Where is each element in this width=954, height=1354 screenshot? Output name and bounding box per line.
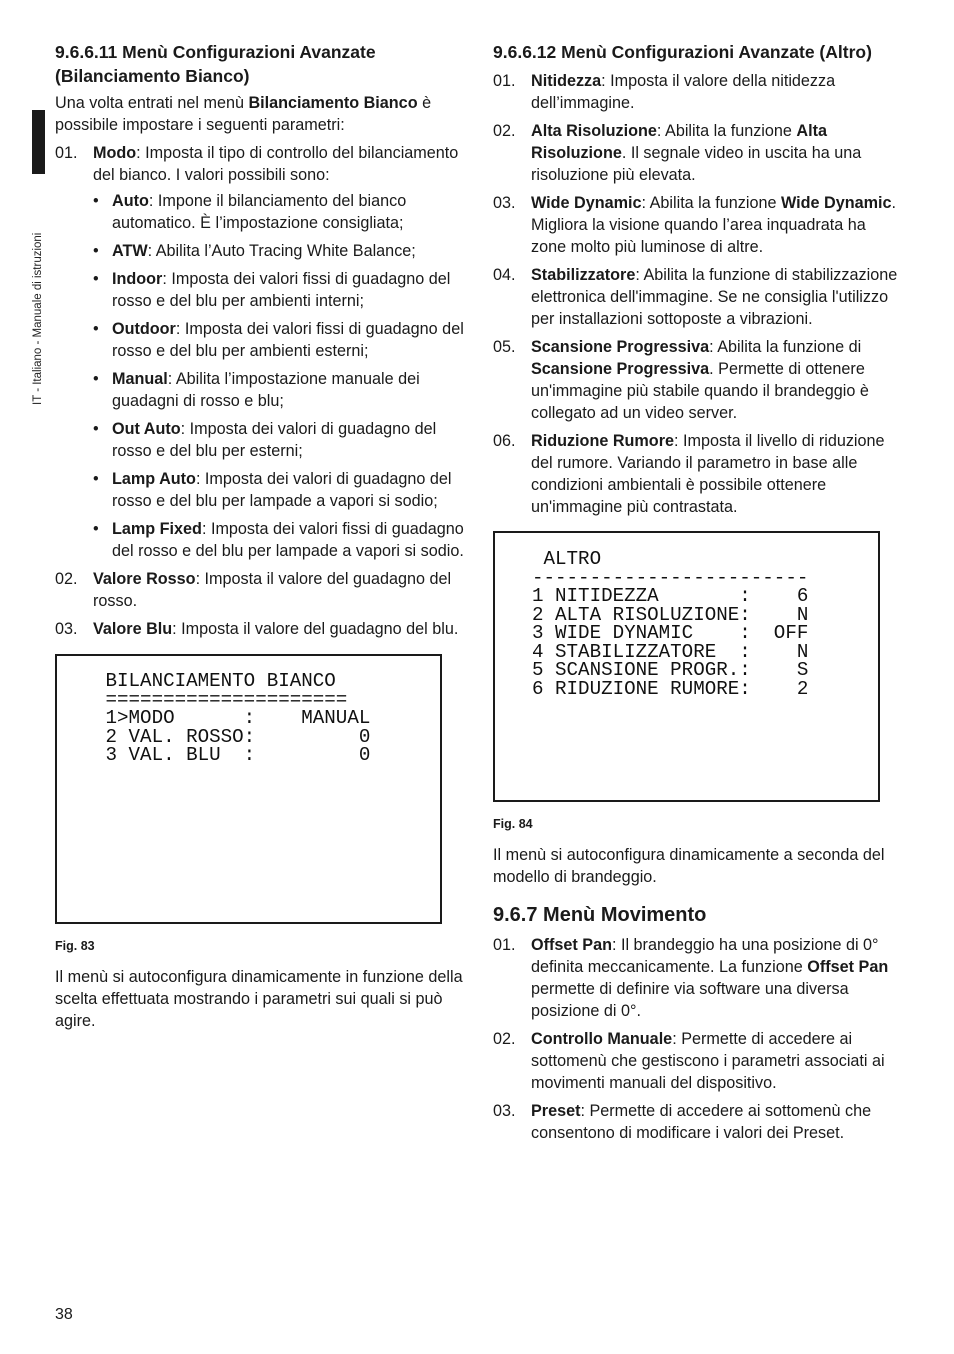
bullet-icon: • — [93, 192, 99, 210]
item-description: : Permette di accedere ai sottomenù che consentono di modificare i valori dei Preset. — [531, 1102, 872, 1142]
list-item — [493, 70, 903, 114]
bullet-term: Indoor — [112, 270, 163, 288]
osd-screen-altro — [493, 531, 880, 802]
section-heading-bilanciamento: 9.6.6.11 Menù Configurazioni Avanzate (Bilanciamento Bianco) — [55, 42, 376, 86]
left-column — [55, 40, 465, 1032]
item-description: : Abilita la funzione di stabilizzazione elettronica dell'immagine. Se ne consiglia l'utilizzo per installazioni sottoposte a vibrazioni. — [531, 266, 898, 328]
section-heading-altro: 9.6.6.12 Menù Configurazioni Avanzate (Altro) — [493, 42, 872, 62]
side-tab-label: IT - Italiano - Manuale di istruzioni — [32, 232, 44, 405]
list-item-valore-rosso — [55, 568, 465, 612]
bullet-term: Out Auto — [112, 420, 181, 438]
intro-paragraph — [55, 92, 465, 136]
item-description: : Imposta il valore del guadagno del blu. — [172, 620, 459, 638]
bullet-icon: • — [93, 242, 99, 260]
movimento-items-list — [493, 934, 903, 1144]
bullet-text: : Imposta dei valori fissi di guadagno del rosso e del blu per lampade a vapori si sodio. — [112, 520, 464, 560]
bullet-item — [93, 240, 465, 262]
item-number: 06. — [493, 432, 516, 450]
list-item — [493, 336, 903, 424]
item-description: : Imposta il livello di riduzione del rumore. Variando il parametro in base alle condizioni ambientali è possibile ottenere un'immagine più contrastata. — [531, 432, 885, 516]
item-description: . Migliora la visione quando l’area inquadrata ha zone molto più luminose di altre. — [531, 194, 896, 256]
bullet-term: Auto — [112, 192, 149, 210]
bullet-icon: • — [93, 320, 99, 338]
item-description: permette di definire via software una diversa posizione di 0°. — [531, 980, 849, 1020]
item-number: 04. — [493, 266, 516, 284]
bullet-term: Lamp Fixed — [112, 520, 202, 538]
bullet-text: : Abilita l’Auto Tracing White Balance; — [147, 242, 416, 260]
list-item-modo — [55, 142, 465, 562]
bullet-text: : Imposta dei valori fissi di guadagno del rosso e del blu per ambienti esterni; — [112, 320, 464, 360]
list-item — [493, 120, 903, 186]
list-item — [493, 1100, 903, 1144]
item-term: Stabilizzatore — [531, 266, 636, 284]
item-number: 01. — [55, 144, 78, 162]
item-number: 03. — [493, 1102, 516, 1120]
item-term: Valore Rosso — [93, 570, 196, 588]
osd-screen-text: BILANCIAMENTO BIANCO ===================== 1>MODO : MANUAL 2 VAL. ROSSO: 0 3 VAL. BLU : 0 — [105, 670, 371, 766]
bullet-item — [93, 268, 465, 312]
list-item — [493, 1028, 903, 1094]
bullet-text: : Imposta dei valori di guadagno del rosso e del blu per lampade a vapori si sodio; — [112, 470, 452, 510]
bullet-text: : Imposta dei valori fissi di guadagno del rosso e del blu per ambienti interni; — [112, 270, 451, 310]
right-column — [493, 40, 903, 1144]
bullet-text: : Impone il bilanciamento del bianco automatico. È l’impostazione consigliata; — [112, 192, 407, 232]
note-paragraph: Il menù si autoconfigura dinamicamente a seconda del modello di brandeggio. — [493, 846, 885, 886]
note-paragraph: Il menù si autoconfigura dinamicamente in funzione della scelta effettuata mostrando i parametri sui quali si può agire. — [55, 968, 463, 1030]
item-term: Preset — [531, 1102, 581, 1120]
bullet-text: : Imposta dei valori di guadagno del rosso e del blu per esterni; — [112, 420, 437, 460]
item-term: Modo — [93, 144, 137, 162]
item-description: : Permette di accedere ai sottomenù che gestiscono i parametri associati ai movimenti manuali del dispositivo. — [531, 1030, 885, 1092]
page-number: 38 — [55, 1306, 73, 1323]
list-item — [493, 192, 903, 258]
bullet-icon: • — [93, 520, 99, 538]
intro-text-end: è possibile impostare i seguenti parametri: — [55, 94, 432, 134]
altro-items-list — [493, 70, 903, 518]
osd-screen-bilanciamento — [55, 654, 442, 924]
item-term: Wide Dynamic — [531, 194, 642, 212]
list-item — [493, 934, 903, 1022]
item-term: Alta Risoluzione — [531, 122, 657, 140]
bullet-item — [93, 190, 465, 234]
item-term: Scansione Progressiva — [531, 338, 710, 356]
figure-caption: Fig. 83 — [55, 939, 95, 953]
item-term: Riduzione Rumore — [531, 432, 674, 450]
item-description: : Imposta il valore del guadagno del rosso. — [93, 570, 452, 610]
bullet-item — [93, 368, 465, 412]
side-tab-marker — [32, 110, 45, 174]
item-number: 01. — [493, 72, 516, 90]
item-number: 03. — [55, 620, 78, 638]
item-term: Offset Pan — [531, 936, 612, 954]
intro-text: Una volta entrati nel menù — [55, 94, 249, 112]
bullet-icon: • — [93, 270, 99, 288]
item-description: : Il brandeggio ha una posizione di 0° definita meccanicamente. La funzione — [531, 936, 879, 976]
item-number: 02. — [493, 1030, 516, 1048]
item-description: : Imposta il valore della nitidezza dell’immagine. — [531, 72, 836, 112]
item-number: 03. — [493, 194, 516, 212]
bullet-text: : Abilita l’impostazione manuale dei guadagni di rosso e blu; — [112, 370, 420, 410]
bullet-item — [93, 468, 465, 512]
bullet-term: Lamp Auto — [112, 470, 196, 488]
item-term: Nitidezza — [531, 72, 602, 90]
bullet-item — [93, 518, 465, 562]
item-term: Wide Dynamic — [780, 194, 892, 212]
item-description: : Abilita la funzione di — [709, 338, 862, 356]
list-item — [493, 264, 903, 330]
item-number: 02. — [493, 122, 516, 140]
bullet-icon: • — [93, 470, 99, 488]
item-term: Alta Risoluzione — [531, 122, 827, 162]
list-item-valore-blu — [55, 618, 465, 640]
bullet-icon: • — [93, 370, 99, 388]
item-number: 02. — [55, 570, 78, 588]
bullet-item — [93, 418, 465, 462]
item-description: . Permette di ottenere un'immagine più stabile quando il brandeggio è collegato ad un video server. — [531, 360, 869, 422]
item-term: Scansione Progressiva — [531, 360, 710, 378]
item-term: Controllo Manuale — [531, 1030, 673, 1048]
figure-caption: Fig. 84 — [493, 817, 533, 831]
item-description: : Imposta il tipo di controllo del bilanciamento del bianco. I valori possibili sono: — [93, 144, 459, 184]
list-item — [493, 430, 903, 518]
section-heading-movimento: 9.6.7 Menù Movimento — [493, 904, 707, 926]
item-description: : Abilita la funzione — [641, 194, 781, 212]
bullet-icon: • — [93, 420, 99, 438]
item-term: Offset Pan — [807, 958, 889, 976]
item-number: 01. — [493, 936, 516, 954]
modo-values-list — [93, 190, 465, 562]
bullet-term: Outdoor — [112, 320, 176, 338]
item-description: : Abilita la funzione — [656, 122, 797, 140]
item-number: 05. — [493, 338, 516, 356]
item-description: . Il segnale video in uscita ha una risoluzione più elevata. — [531, 144, 862, 184]
bullet-item — [93, 318, 465, 362]
bullet-term: Manual — [112, 370, 168, 388]
intro-bold: Bilanciamento Bianco — [248, 94, 418, 112]
item-term: Valore Blu — [93, 620, 173, 638]
bullet-term: ATW — [112, 242, 148, 260]
osd-screen-text: ALTRO ------------------------ 1 NITIDEZZA : 6 2 ALTA RISOLUZIONE: N 3 WIDE DYNAMIC : OFF 4 STABILIZZATORE : N 5 SCANSIONE PROGR.: S 6 RIDUZIONE RUMORE: 2 — [532, 548, 809, 700]
